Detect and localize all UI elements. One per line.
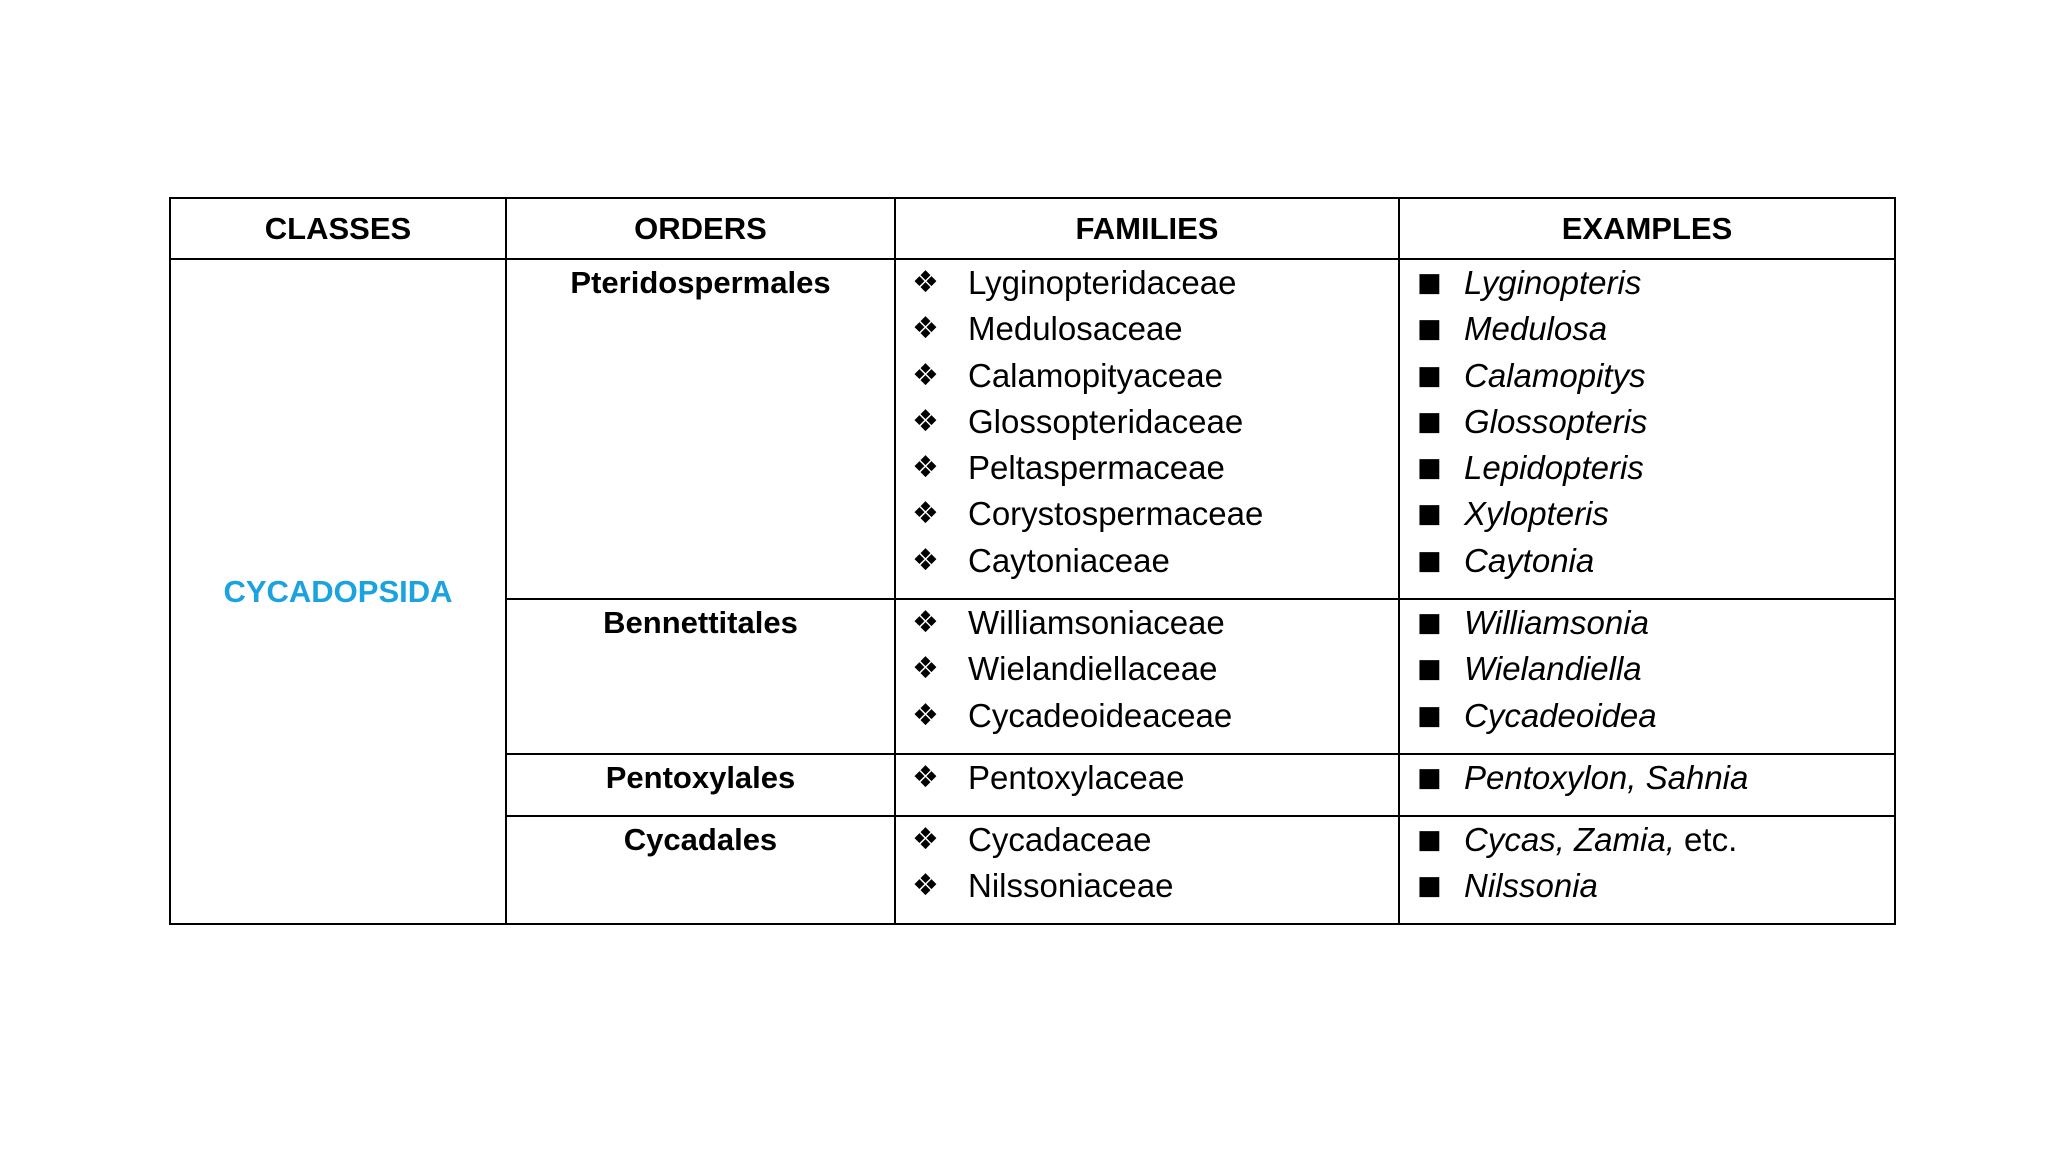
square-bullet-icon: ■: [1417, 654, 1442, 685]
diamond-bullet-icon: ❖: [912, 760, 939, 795]
list-item: ■ Cycadeoidea: [1400, 693, 1894, 739]
diamond-bullet-icon: ❖: [912, 605, 939, 640]
order-cell: [506, 259, 895, 599]
list-item: ■ Medulosa: [1400, 306, 1894, 352]
header-orders: ORDERS: [506, 198, 895, 259]
list-item: ❖ Wielandiellaceae: [896, 646, 1398, 692]
diamond-bullet-icon: ❖: [912, 450, 939, 486]
list-item: ❖ Peltaspermaceae: [896, 445, 1398, 491]
diamond-bullet-icon: ❖: [912, 822, 939, 857]
order-cell: [506, 599, 895, 754]
square-bullet-icon: ■: [1417, 314, 1442, 345]
header-examples: EXAMPLES: [1399, 198, 1895, 259]
class-cell: [170, 259, 506, 924]
square-bullet-icon: ■: [1417, 545, 1442, 576]
examples-cell: [1399, 259, 1895, 599]
header-classes: CLASSES: [170, 198, 506, 259]
diamond-bullet-icon: ❖: [912, 542, 939, 578]
square-bullet-icon: ■: [1417, 825, 1442, 855]
diamond-bullet-icon: ❖: [912, 403, 939, 439]
square-bullet-icon: ■: [1417, 763, 1442, 793]
families-cell: [895, 259, 1399, 599]
list-item: ■ Cycas, Zamia, etc.: [1400, 817, 1894, 863]
list-item: ❖ Cycadaceae: [896, 817, 1398, 863]
list-item: ❖ Lyginopteridaceae: [896, 260, 1398, 306]
diamond-bullet-icon: ❖: [912, 496, 939, 532]
list-item: ■ Glossopteris: [1400, 399, 1894, 445]
list-item: ❖ Calamopityaceae: [896, 353, 1398, 399]
examples-cell: [1399, 754, 1895, 816]
order-cell: [506, 816, 895, 924]
square-bullet-icon: ■: [1417, 871, 1442, 902]
list-item: ❖ Williamsoniaceae: [896, 600, 1398, 646]
square-bullet-icon: ■: [1417, 453, 1442, 484]
square-bullet-icon: ■: [1417, 406, 1442, 437]
list-item: ■ Lyginopteris: [1400, 260, 1894, 306]
list-item: ❖ Glossopteridaceae: [896, 399, 1398, 445]
square-bullet-icon: ■: [1417, 700, 1442, 731]
list-item: ■ Xylopteris: [1400, 491, 1894, 537]
square-bullet-icon: ■: [1417, 360, 1442, 391]
order-name: Cycadales: [623, 822, 778, 857]
header-families: FAMILIES: [895, 198, 1399, 259]
square-bullet-icon: ■: [1417, 268, 1442, 298]
examples-cell: [1399, 816, 1895, 924]
families-cell: [895, 754, 1399, 816]
list-item: ■ Caytonia: [1400, 538, 1894, 584]
square-bullet-icon: ■: [1417, 499, 1442, 530]
list-item: ❖ Caytoniaceae: [896, 538, 1398, 584]
list-item: ■ Nilssonia: [1400, 863, 1894, 909]
list-item: ■ Calamopitys: [1400, 353, 1894, 399]
diamond-bullet-icon: ❖: [912, 868, 939, 904]
diamond-bullet-icon: ❖: [912, 265, 939, 300]
square-bullet-icon: ■: [1417, 608, 1442, 638]
class-name: CYCADOPSIDA: [223, 573, 453, 609]
list-item: ■ Lepidopteris: [1400, 445, 1894, 491]
order-name: Bennettitales: [603, 605, 798, 640]
list-item: ■ Williamsonia: [1400, 600, 1894, 646]
list-item: ❖ Corystospermaceae: [896, 491, 1398, 537]
order-name: Pentoxylales: [605, 760, 796, 795]
examples-cell: [1399, 599, 1895, 754]
list-item: ❖ Medulosaceae: [896, 306, 1398, 352]
classification-table: [169, 197, 1896, 925]
families-cell: [895, 816, 1399, 924]
order-name: Pteridospermales: [570, 265, 831, 300]
order-cell: [506, 754, 895, 816]
table-row: [170, 259, 1895, 599]
diamond-bullet-icon: ❖: [912, 651, 939, 687]
list-item: ❖ Cycadeoideaceae: [896, 693, 1398, 739]
diamond-bullet-icon: ❖: [912, 357, 939, 393]
list-item: ■ Pentoxylon, Sahnia: [1400, 755, 1894, 801]
diamond-bullet-icon: ❖: [912, 697, 939, 733]
list-item: ❖ Nilssoniaceae: [896, 863, 1398, 909]
list-item: ❖ Pentoxylaceae: [896, 755, 1398, 801]
header-row: [170, 198, 1895, 259]
families-cell: [895, 599, 1399, 754]
diamond-bullet-icon: ❖: [912, 311, 939, 347]
list-item: ■ Wielandiella: [1400, 646, 1894, 692]
